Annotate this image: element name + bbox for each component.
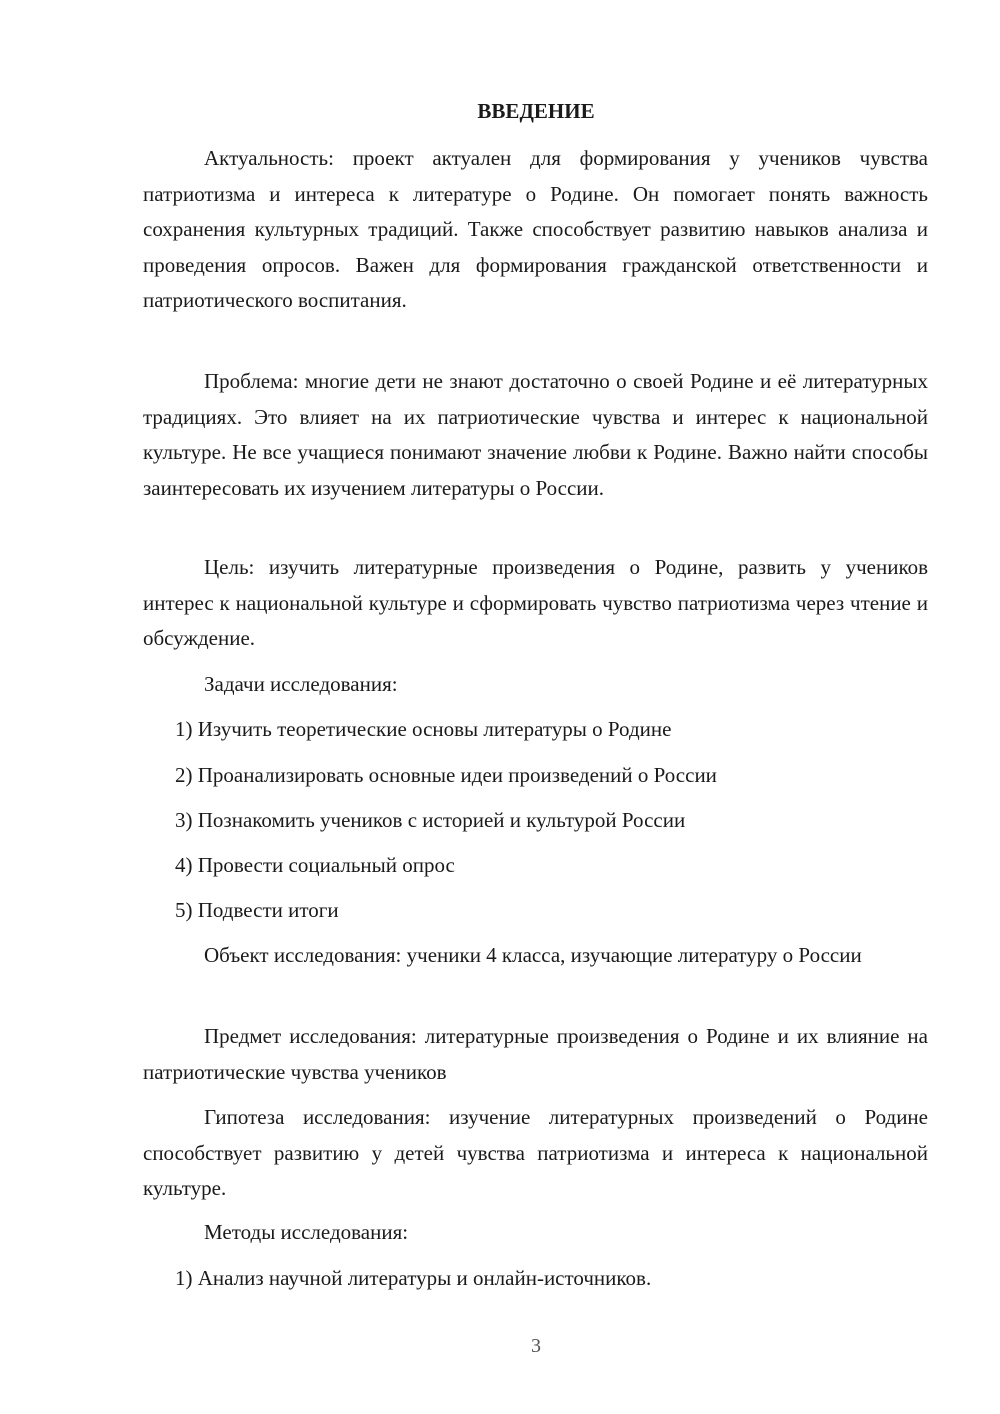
subject-paragraph: Предмет исследования: литературные произведения о Родине и их влияние на патриотические чувства учеников <box>143 1024 928 1084</box>
methods-label: Методы исследования: <box>204 1220 409 1244</box>
task-item: 4) Провести социальный опрос <box>175 853 455 877</box>
problem-paragraph: Проблема: многие дети не знают достаточно о своей Родине и её литературных традициях. Это влияет на их патриотические чувства и интерес к национальной культуре. Не все учащиеся понимают значение любви к Родине. Важно найти способы заинтересовать их изучением литературы о России. <box>143 369 928 500</box>
goal-paragraph: Цель: изучить литературные произведения о Родине, развить у учеников интерес к национальной культуре и сформировать чувство патриотизма через чтение и обсуждение. <box>143 555 928 650</box>
task-item: 1) Изучить теоретические основы литературы о Родине <box>175 717 672 741</box>
method-item: 1) Анализ научной литературы и онлайн-источников. <box>175 1266 652 1290</box>
task-item: 2) Проанализировать основные идеи произведений о России <box>175 763 717 787</box>
task-item: 5) Подвести итоги <box>175 898 339 922</box>
page-number: 3 <box>531 1335 541 1357</box>
task-item: 3) Познакомить учеников с историей и культурой России <box>175 808 686 832</box>
relevance-paragraph: Актуальность: проект актуален для формирования у учеников чувства патриотизма и интереса к литературе о Родине. Он помогает понять важность сохранения культурных традиций. Также способствует развитию навыков анализа и проведения опросов. Важен для формирования гражданской ответственности и патриотического воспитания. <box>143 146 928 312</box>
section-title: ВВЕДЕНИЕ <box>477 99 595 123</box>
hypothesis-paragraph: Гипотеза исследования: изучение литературных произведений о Родине способствует развитию у детей чувства патриотизма и интереса к национальной культуре. <box>143 1105 928 1200</box>
object-paragraph: Объект исследования: ученики 4 класса, изучающие литературу о России <box>204 943 862 967</box>
tasks-label: Задачи исследования: <box>204 672 398 696</box>
